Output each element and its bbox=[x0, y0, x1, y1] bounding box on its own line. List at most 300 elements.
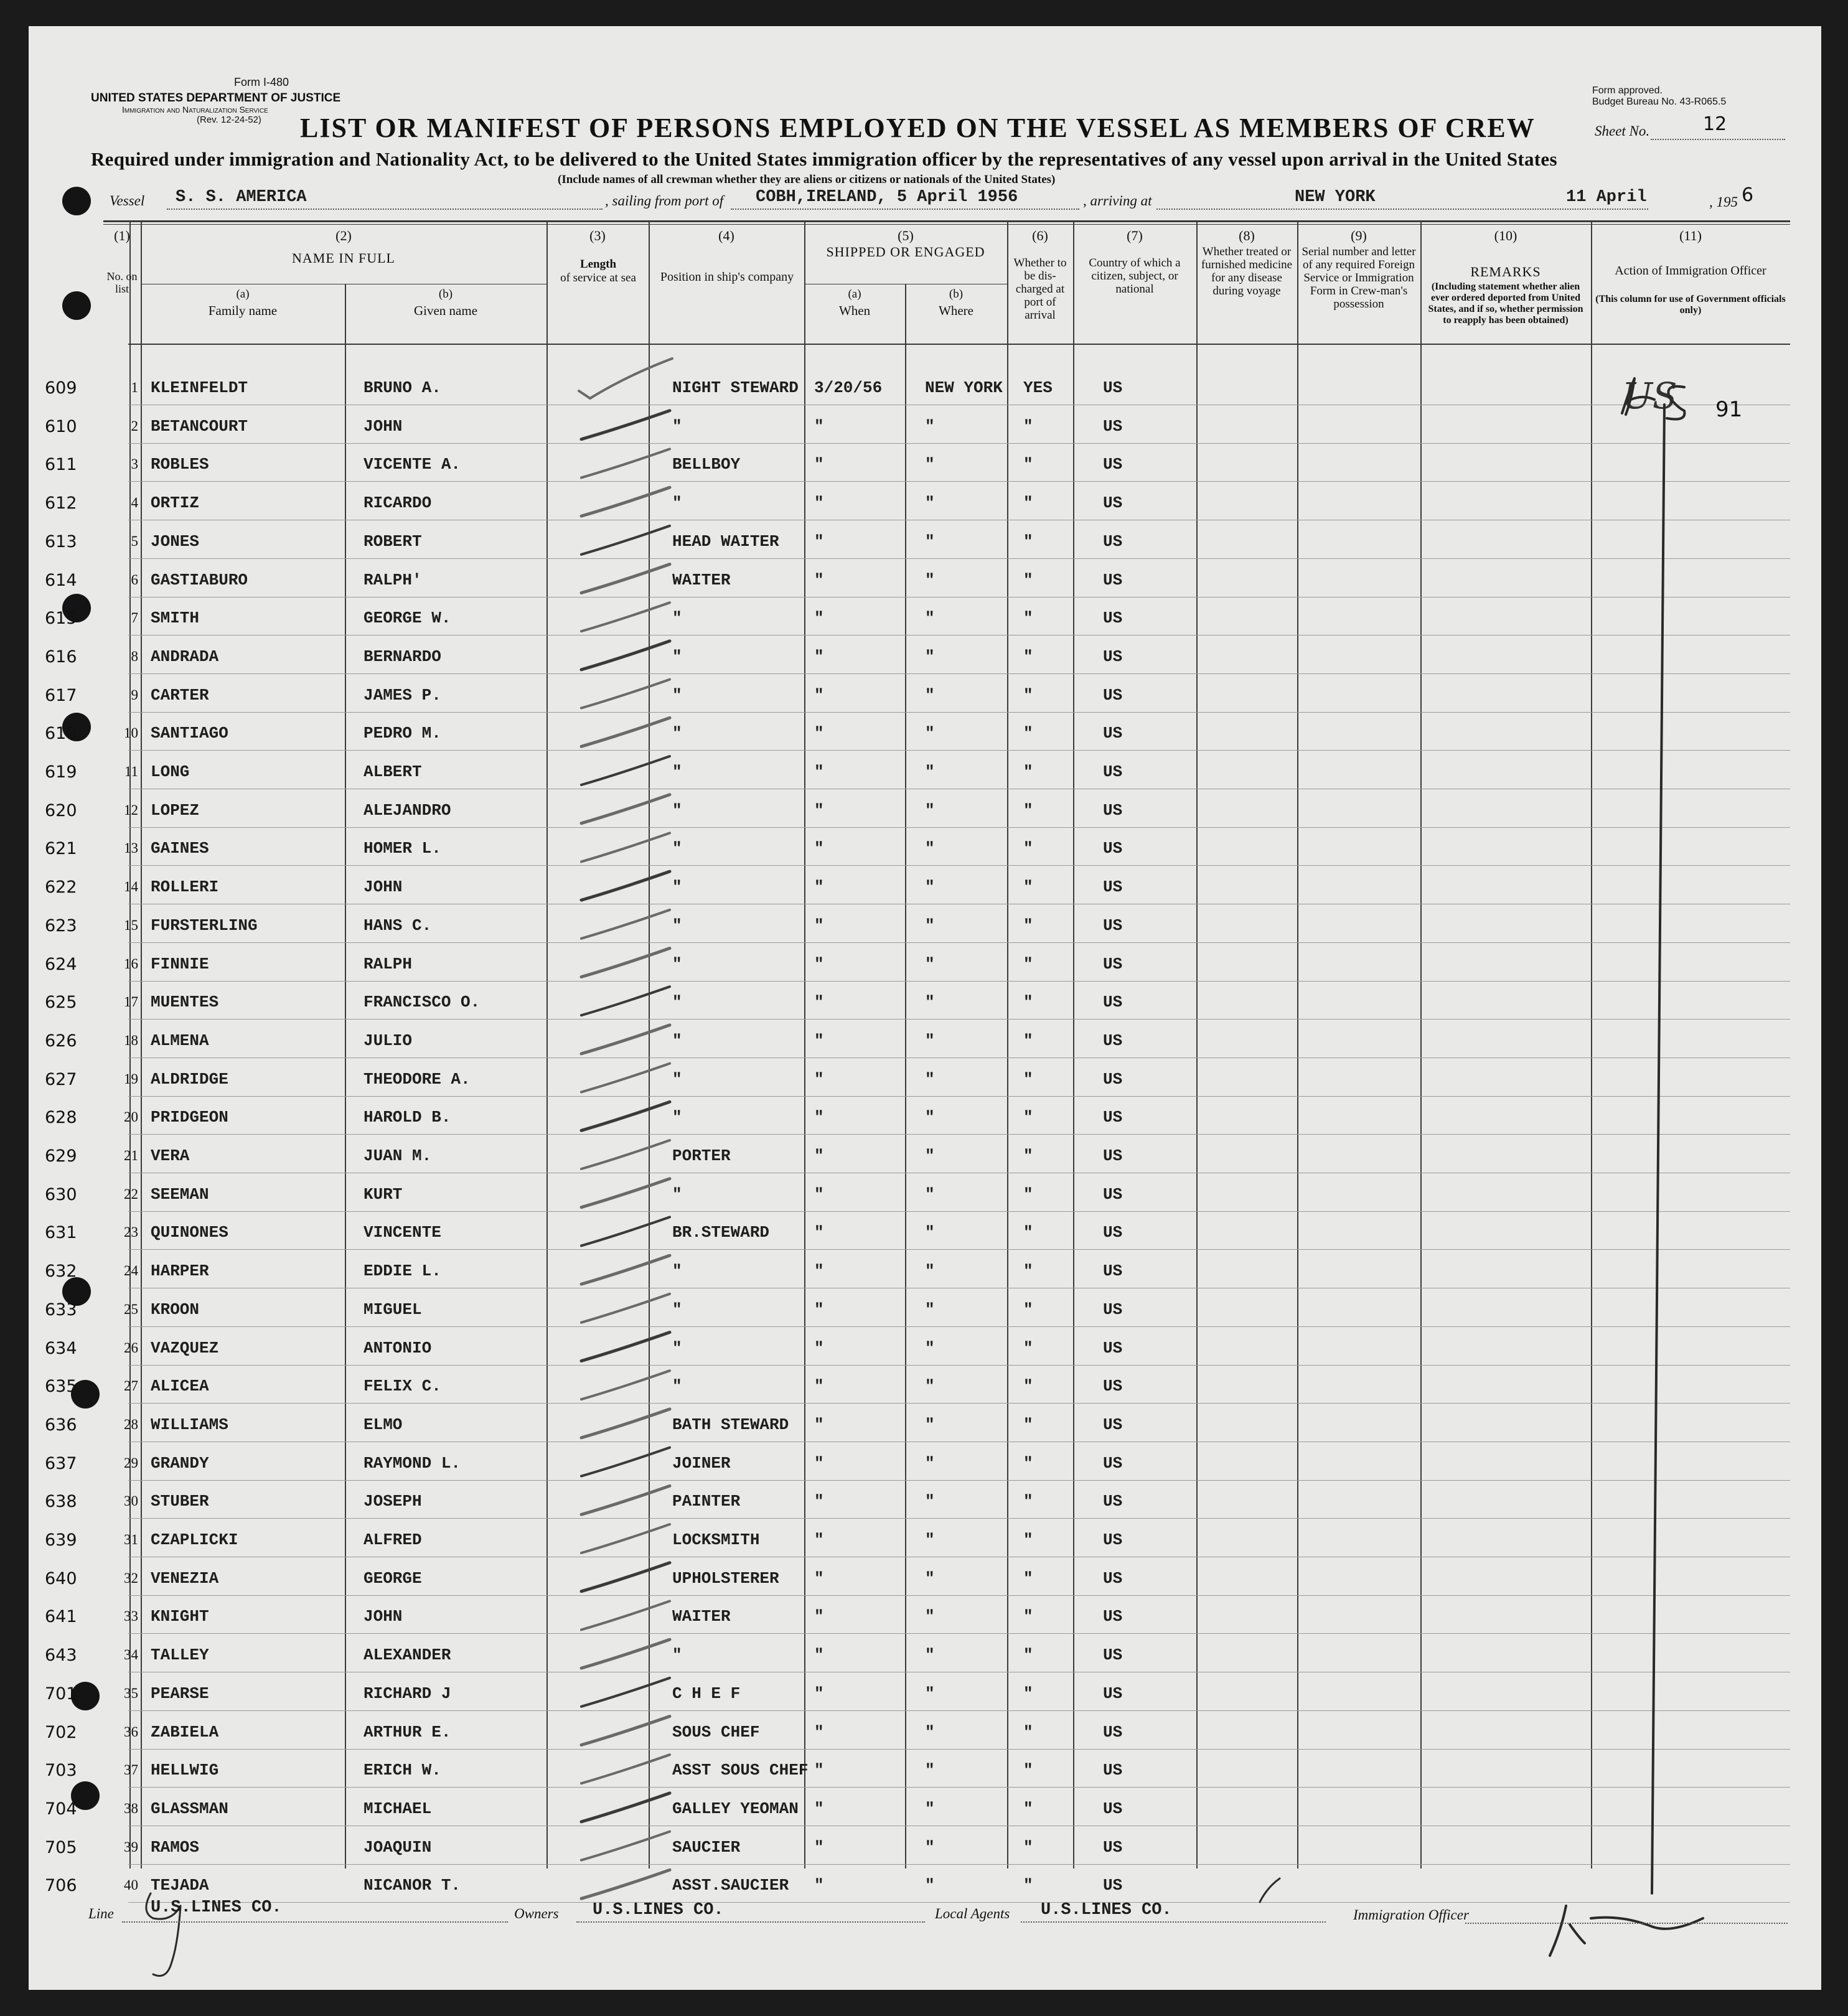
cell-discharged: " bbox=[1023, 1262, 1033, 1280]
cell-position: " bbox=[672, 1377, 682, 1395]
cell-discharged: " bbox=[1023, 1646, 1033, 1664]
cell-country: US bbox=[1103, 609, 1123, 627]
cell-discharged: " bbox=[1023, 839, 1033, 858]
sheet-number: 12 bbox=[1703, 113, 1727, 135]
col-head-family: Family name bbox=[208, 303, 278, 318]
cell-when: " bbox=[814, 993, 824, 1011]
cell-when: " bbox=[814, 916, 824, 935]
cell-given: JAMES P. bbox=[364, 686, 441, 705]
cell-where: " bbox=[925, 1185, 935, 1204]
cell-country: US bbox=[1103, 532, 1123, 551]
cell-discharged: " bbox=[1023, 1031, 1033, 1050]
cell-when: " bbox=[814, 494, 824, 512]
col-head-when: When bbox=[838, 303, 871, 318]
cell-when: " bbox=[814, 955, 824, 973]
colnum: (6) bbox=[1032, 228, 1048, 243]
cell-where: " bbox=[925, 839, 935, 858]
col-head-no: No. on list bbox=[106, 270, 138, 295]
cell-given: HANS C. bbox=[364, 916, 432, 935]
cell-discharged: " bbox=[1023, 1838, 1033, 1857]
col-head-name: NAME IN FULL bbox=[292, 250, 395, 266]
cell-family: FINNIE bbox=[151, 955, 209, 973]
cell-discharged: " bbox=[1023, 1492, 1033, 1511]
cell-position: WAITER bbox=[672, 1607, 731, 1626]
margin-sequence-number: 621 bbox=[45, 839, 77, 858]
margin-sequence-number: 640 bbox=[45, 1569, 77, 1588]
cell-discharged: " bbox=[1023, 1146, 1033, 1165]
cell-where: " bbox=[925, 1300, 935, 1319]
cell-discharged: " bbox=[1023, 1531, 1033, 1549]
col-head-given-letter: (b) bbox=[438, 288, 453, 301]
cell-family: VAZQUEZ bbox=[151, 1339, 219, 1357]
cell-given: MIGUEL bbox=[364, 1300, 422, 1319]
cell-given: ELMO bbox=[364, 1415, 403, 1434]
row-number: 39 bbox=[124, 1839, 138, 1855]
row-number: 21 bbox=[124, 1148, 138, 1163]
cell-family: LONG bbox=[151, 762, 190, 781]
cell-given: RAYMOND L. bbox=[364, 1454, 461, 1473]
cell-when: " bbox=[814, 571, 824, 589]
row-number: 11 bbox=[124, 764, 138, 779]
cell-position: " bbox=[672, 1262, 682, 1280]
cell-when: " bbox=[814, 417, 824, 436]
cell-family: HELLWIG bbox=[151, 1761, 219, 1779]
cell-country: US bbox=[1103, 993, 1123, 1011]
cell-discharged: " bbox=[1023, 801, 1033, 820]
cell-where: " bbox=[925, 801, 935, 820]
margin-sequence-number: 615 bbox=[45, 609, 77, 628]
cell-family: ROBLES bbox=[151, 455, 209, 474]
cell-position: BR.STEWARD bbox=[672, 1223, 770, 1242]
margin-sequence-number: 628 bbox=[45, 1108, 77, 1127]
cell-where: " bbox=[925, 1607, 935, 1626]
cell-given: FELIX C. bbox=[364, 1377, 441, 1395]
cell-position: " bbox=[672, 878, 682, 896]
owners-label: Owners bbox=[514, 1906, 559, 1921]
margin-sequence-number: 702 bbox=[45, 1723, 77, 1742]
vessel-label: Vessel bbox=[110, 193, 145, 209]
cell-family: TALLEY bbox=[151, 1646, 209, 1664]
margin-sequence-number: 616 bbox=[45, 647, 77, 667]
officer-mark: US bbox=[1622, 375, 1677, 417]
cell-position: WAITER bbox=[672, 571, 731, 589]
cell-given: BRUNO A. bbox=[364, 378, 441, 397]
page-title: LIST OR MANIFEST OF PERSONS EMPLOYED ON THE VESSEL AS MEMBERS OF CREW bbox=[300, 113, 1536, 143]
row-number: 36 bbox=[124, 1724, 138, 1740]
cell-discharged: " bbox=[1023, 494, 1033, 512]
cell-when: " bbox=[814, 1415, 824, 1434]
cell-when: " bbox=[814, 532, 824, 551]
col-head-medicine: Whether treated or furnished medicine for any disease during voyage bbox=[1201, 245, 1293, 298]
cell-where: " bbox=[925, 878, 935, 896]
cell-family: KLEINFELDT bbox=[151, 378, 248, 397]
cell-position: SAUCIER bbox=[672, 1838, 741, 1857]
margin-sequence-number: 611 bbox=[45, 455, 77, 474]
row-number: 9 bbox=[131, 687, 138, 703]
colnum: (4) bbox=[718, 228, 734, 243]
cell-discharged: " bbox=[1023, 1761, 1033, 1779]
cell-given: ALFRED bbox=[364, 1531, 422, 1549]
margin-sequence-number: 701 bbox=[45, 1684, 77, 1704]
cell-where: " bbox=[925, 1876, 935, 1895]
cell-when: " bbox=[814, 724, 824, 743]
cell-family: ORTIZ bbox=[151, 494, 200, 512]
col-head-where-letter: (b) bbox=[949, 288, 964, 301]
cell-where: " bbox=[925, 1339, 935, 1357]
cell-position: " bbox=[672, 916, 682, 935]
cell-family: LOPEZ bbox=[151, 801, 200, 820]
service: Immigration and Naturalization Service bbox=[122, 105, 268, 115]
cell-given: JUAN M. bbox=[364, 1146, 432, 1165]
cell-position: " bbox=[672, 609, 682, 627]
row-number: 2 bbox=[131, 418, 138, 434]
colnum: (8) bbox=[1239, 228, 1255, 243]
cell-position: " bbox=[672, 762, 682, 781]
cell-family: ALMENA bbox=[151, 1031, 209, 1050]
row-number: 38 bbox=[124, 1801, 138, 1816]
cell-where: " bbox=[925, 993, 935, 1011]
cell-when: " bbox=[814, 1531, 824, 1549]
cell-country: US bbox=[1103, 1031, 1123, 1050]
cell-when: " bbox=[814, 1646, 824, 1664]
cell-position: " bbox=[672, 1185, 682, 1204]
vessel-name: S. S. AMERICA bbox=[176, 188, 307, 207]
subtitle-note: (Include names of all crewman whether they are aliens or citizens or nationals of the United States) bbox=[558, 173, 1056, 186]
cell-given: JOHN bbox=[364, 417, 403, 436]
budget-bureau: Budget Bureau No. 43-R065.5 bbox=[1592, 96, 1727, 107]
cell-discharged: " bbox=[1023, 1799, 1033, 1818]
cell-given: JOSEPH bbox=[364, 1492, 422, 1511]
col-head-country: Country of which a citizen, subject, or national bbox=[1089, 256, 1181, 296]
arrival-port: NEW YORK bbox=[1295, 188, 1376, 207]
row-number: 13 bbox=[124, 840, 138, 856]
cell-position: " bbox=[672, 1300, 682, 1319]
margin-sequence-number: 632 bbox=[45, 1262, 77, 1281]
cell-country: US bbox=[1103, 686, 1123, 705]
sheet-label: Sheet No. bbox=[1595, 123, 1650, 139]
colnum: (1) bbox=[114, 228, 130, 243]
cell-discharged: " bbox=[1023, 955, 1033, 973]
colnum: (7) bbox=[1127, 228, 1143, 243]
cell-given: THEODORE A. bbox=[364, 1070, 471, 1089]
agents-value: U.S.LINES CO. bbox=[1041, 1901, 1172, 1920]
cell-discharged: " bbox=[1023, 455, 1033, 474]
margin-sequence-number: 624 bbox=[45, 955, 77, 974]
officer-label: Immigration Officer bbox=[1353, 1907, 1469, 1923]
col-head-remarks: REMARKS bbox=[1470, 264, 1541, 279]
cell-discharged: " bbox=[1023, 916, 1033, 935]
row-number: 20 bbox=[124, 1109, 138, 1125]
cell-discharged: " bbox=[1023, 417, 1033, 436]
margin-sequence-number: 641 bbox=[45, 1607, 77, 1626]
cell-country: US bbox=[1103, 1223, 1123, 1242]
cell-where: " bbox=[925, 1569, 935, 1588]
margin-sequence-number: 619 bbox=[45, 762, 77, 782]
cell-country: US bbox=[1103, 417, 1123, 436]
cell-country: US bbox=[1103, 1146, 1123, 1165]
cell-family: PRIDGEON bbox=[151, 1108, 228, 1127]
cell-country: US bbox=[1103, 724, 1123, 743]
cell-where: " bbox=[925, 1454, 935, 1473]
margin-sequence-number: 610 bbox=[45, 417, 77, 436]
row-number: 17 bbox=[124, 994, 138, 1010]
margin-sequence-number: 622 bbox=[45, 878, 77, 897]
form-approved: Form approved. bbox=[1592, 85, 1663, 96]
cell-where: " bbox=[925, 571, 935, 589]
cell-family: GAINES bbox=[151, 839, 209, 858]
cell-where: " bbox=[925, 609, 935, 627]
owners-value: U.S.LINES CO. bbox=[593, 1901, 724, 1920]
cell-family: ANDRADA bbox=[151, 647, 219, 666]
cell-given: RICHARD J bbox=[364, 1684, 451, 1703]
col-head-family-letter: (a) bbox=[236, 288, 250, 301]
row-number: 23 bbox=[124, 1224, 138, 1240]
manifest-sheet bbox=[29, 26, 1821, 1990]
cell-discharged: " bbox=[1023, 1415, 1033, 1434]
cell-when: " bbox=[814, 1377, 824, 1395]
col-head-remarks-note: (Including statement whether alien ever ordered deported from United States, and if so, whether permission to reapply has been obtained) bbox=[1428, 281, 1583, 326]
cell-when: " bbox=[814, 1492, 824, 1511]
cell-when: " bbox=[814, 801, 824, 820]
cell-family: ALDRIDGE bbox=[151, 1070, 228, 1089]
cell-position: PAINTER bbox=[672, 1492, 741, 1511]
cell-where: " bbox=[925, 1492, 935, 1511]
margin-sequence-number: 639 bbox=[45, 1531, 77, 1550]
margin-sequence-number: 635 bbox=[45, 1377, 77, 1396]
cell-where: " bbox=[925, 916, 935, 935]
cell-family: ZABIELA bbox=[151, 1723, 219, 1742]
margin-sequence-number: 629 bbox=[45, 1146, 77, 1166]
cell-when: " bbox=[814, 1799, 824, 1818]
margin-sequence-number: 703 bbox=[45, 1761, 77, 1780]
margin-sequence-number: 630 bbox=[45, 1185, 77, 1204]
cell-family: TEJADA bbox=[151, 1876, 209, 1895]
margin-sequence-number: 626 bbox=[45, 1031, 77, 1051]
colnum: (2) bbox=[335, 228, 352, 243]
cell-country: US bbox=[1103, 1415, 1123, 1434]
cell-where: " bbox=[925, 1262, 935, 1280]
sailing-port: COBH,IRELAND, 5 April 1956 bbox=[756, 188, 1018, 207]
cell-given: GEORGE W. bbox=[364, 609, 451, 627]
cell-given: PEDRO M. bbox=[364, 724, 441, 743]
margin-sequence-number: 609 bbox=[45, 378, 77, 398]
cell-given: JOHN bbox=[364, 878, 403, 896]
line-value: U.S.LINES CO. bbox=[151, 1898, 282, 1917]
row-number: 16 bbox=[124, 956, 138, 972]
cell-country: US bbox=[1103, 878, 1123, 896]
cell-where: " bbox=[925, 1684, 935, 1703]
row-number: 24 bbox=[124, 1263, 138, 1278]
cell-discharged: " bbox=[1023, 571, 1033, 589]
cell-country: US bbox=[1103, 762, 1123, 781]
cell-country: US bbox=[1103, 378, 1123, 397]
cell-country: US bbox=[1103, 647, 1123, 666]
cell-where: " bbox=[925, 686, 935, 705]
cell-country: US bbox=[1103, 955, 1123, 973]
row-number: 15 bbox=[124, 917, 138, 933]
cell-position: " bbox=[672, 417, 682, 436]
cell-position: ASST SOUS CHEF bbox=[672, 1761, 809, 1779]
row-number: 12 bbox=[124, 802, 138, 818]
revision: (Rev. 12-24-52) bbox=[197, 115, 261, 125]
cell-given: MICHAEL bbox=[364, 1799, 432, 1818]
cell-given: ANTONIO bbox=[364, 1339, 432, 1357]
cell-position: BELLBOY bbox=[672, 455, 741, 474]
cell-position: UPHOLSTERER bbox=[672, 1569, 779, 1588]
cell-country: US bbox=[1103, 1454, 1123, 1473]
cell-family: CZAPLICKI bbox=[151, 1531, 238, 1549]
cell-position: " bbox=[672, 1070, 682, 1089]
row-number: 22 bbox=[124, 1186, 138, 1202]
cell-given: FRANCISCO O. bbox=[364, 993, 481, 1011]
cell-position: " bbox=[672, 1031, 682, 1050]
cell-when: " bbox=[814, 839, 824, 858]
cell-where: " bbox=[925, 1646, 935, 1664]
agents-label: Local Agents bbox=[935, 1906, 1010, 1921]
cell-where: " bbox=[925, 1031, 935, 1050]
cell-where: " bbox=[925, 494, 935, 512]
handwritten-marks bbox=[29, 26, 1821, 1990]
cell-family: GRANDY bbox=[151, 1454, 209, 1473]
cell-discharged: " bbox=[1023, 1300, 1033, 1319]
cell-family: SMITH bbox=[151, 609, 200, 627]
col-head-when-letter: (a) bbox=[848, 288, 861, 301]
cell-position: GALLEY YEOMAN bbox=[672, 1799, 799, 1818]
cell-country: US bbox=[1103, 494, 1123, 512]
sailing-label: , sailing from port of bbox=[605, 193, 724, 209]
row-number: 4 bbox=[131, 495, 138, 510]
cell-discharged: " bbox=[1023, 1569, 1033, 1588]
cell-family: KNIGHT bbox=[151, 1607, 209, 1626]
margin-sequence-number: 614 bbox=[45, 571, 77, 590]
row-number: 14 bbox=[124, 879, 138, 894]
cell-where: " bbox=[925, 417, 935, 436]
col-head-serial: Serial number and letter of any required Foreign Service or Immigration Form in Crew-man's possession bbox=[1302, 245, 1416, 311]
row-number: 26 bbox=[124, 1340, 138, 1356]
col-head-shipped: SHIPPED OR ENGAGED bbox=[826, 244, 985, 260]
cell-where: " bbox=[925, 455, 935, 474]
margin-sequence-number: 637 bbox=[45, 1454, 77, 1473]
cell-where: " bbox=[925, 724, 935, 743]
cell-family: RAMOS bbox=[151, 1838, 200, 1857]
margin-sequence-number: 638 bbox=[45, 1492, 77, 1511]
cell-country: US bbox=[1103, 1838, 1123, 1857]
cell-position: " bbox=[672, 993, 682, 1011]
cell-country: US bbox=[1103, 801, 1123, 820]
margin-sequence-number: 618 bbox=[45, 724, 77, 743]
cell-when: " bbox=[814, 1300, 824, 1319]
row-number: 27 bbox=[124, 1378, 138, 1394]
cell-when: " bbox=[814, 1684, 824, 1703]
row-number: 5 bbox=[131, 533, 138, 549]
cell-where: " bbox=[925, 647, 935, 666]
cell-country: US bbox=[1103, 1300, 1123, 1319]
cell-position: JOINER bbox=[672, 1454, 731, 1473]
cell-position: " bbox=[672, 839, 682, 858]
cell-when: " bbox=[814, 1185, 824, 1204]
cell-when: " bbox=[814, 1339, 824, 1357]
cell-country: US bbox=[1103, 571, 1123, 589]
cell-family: WILLIAMS bbox=[151, 1415, 228, 1434]
cell-when: " bbox=[814, 1838, 824, 1857]
cell-position: NIGHT STEWARD bbox=[672, 378, 799, 397]
cell-discharged: " bbox=[1023, 1607, 1033, 1626]
col-head-action-note: (This column for use of Government officials only) bbox=[1595, 294, 1786, 316]
cell-discharged: " bbox=[1023, 1070, 1033, 1089]
margin-sequence-number: 643 bbox=[45, 1646, 77, 1665]
cell-where: " bbox=[925, 955, 935, 973]
year-prefix: , 195 bbox=[1709, 194, 1738, 210]
cell-country: US bbox=[1103, 1761, 1123, 1779]
col-head-discharged: Whether to be dis-charged at port of arrival bbox=[1013, 256, 1067, 322]
line-label: Line bbox=[88, 1906, 114, 1921]
cell-given: ALBERT bbox=[364, 762, 422, 781]
cell-position: LOCKSMITH bbox=[672, 1531, 760, 1549]
colnum: (11) bbox=[1679, 228, 1702, 243]
cell-given: RALPH bbox=[364, 955, 413, 973]
cell-position: " bbox=[672, 1339, 682, 1357]
row-number: 29 bbox=[124, 1455, 138, 1471]
cell-given: NICANOR T. bbox=[364, 1876, 461, 1895]
cell-where: " bbox=[925, 1223, 935, 1242]
margin-sequence-number: 631 bbox=[45, 1223, 77, 1242]
cell-country: US bbox=[1103, 1646, 1123, 1664]
cell-given: JOHN bbox=[364, 1607, 403, 1626]
row-number: 31 bbox=[124, 1532, 138, 1547]
cell-discharged: " bbox=[1023, 1684, 1033, 1703]
cell-position: C H E F bbox=[672, 1684, 741, 1703]
cell-discharged: " bbox=[1023, 1876, 1033, 1895]
cell-where: " bbox=[925, 1070, 935, 1089]
cell-discharged: " bbox=[1023, 1723, 1033, 1742]
cell-discharged: " bbox=[1023, 762, 1033, 781]
cell-country: US bbox=[1103, 1070, 1123, 1089]
row-number: 25 bbox=[124, 1301, 138, 1317]
year-suffix: 6 bbox=[1742, 184, 1754, 206]
col-head-length: Length of service at sea bbox=[560, 258, 636, 284]
cell-family: JONES bbox=[151, 532, 200, 551]
cell-discharged: " bbox=[1023, 1339, 1033, 1357]
colnum: (10) bbox=[1494, 228, 1517, 243]
row-number: 34 bbox=[124, 1647, 138, 1662]
cell-where: " bbox=[925, 1761, 935, 1779]
cell-discharged: " bbox=[1023, 1223, 1033, 1242]
cell-position: " bbox=[672, 494, 682, 512]
margin-sequence-number: 636 bbox=[45, 1415, 77, 1435]
cell-position: " bbox=[672, 801, 682, 820]
cell-discharged: " bbox=[1023, 1454, 1033, 1473]
col-head-given: Given name bbox=[413, 303, 478, 318]
cell-family: VERA bbox=[151, 1146, 190, 1165]
cell-where: " bbox=[925, 762, 935, 781]
cell-when: " bbox=[814, 1223, 824, 1242]
margin-sequence-number: 625 bbox=[45, 993, 77, 1012]
row-number: 3 bbox=[131, 456, 138, 472]
row-number: 30 bbox=[124, 1493, 138, 1509]
cell-given: VINCENTE bbox=[364, 1223, 441, 1242]
cell-family: SANTIAGO bbox=[151, 724, 228, 743]
cell-given: JOAQUIN bbox=[364, 1838, 432, 1857]
form-number: Form I-480 bbox=[234, 76, 289, 88]
cell-when: " bbox=[814, 1031, 824, 1050]
cell-discharged: " bbox=[1023, 686, 1033, 705]
cell-country: US bbox=[1103, 1876, 1123, 1895]
cell-discharged: " bbox=[1023, 647, 1033, 666]
col-head-where: Where bbox=[939, 303, 973, 318]
cell-discharged: " bbox=[1023, 993, 1033, 1011]
arriving-label: , arriving at bbox=[1083, 193, 1152, 209]
cell-when: " bbox=[814, 1723, 824, 1742]
